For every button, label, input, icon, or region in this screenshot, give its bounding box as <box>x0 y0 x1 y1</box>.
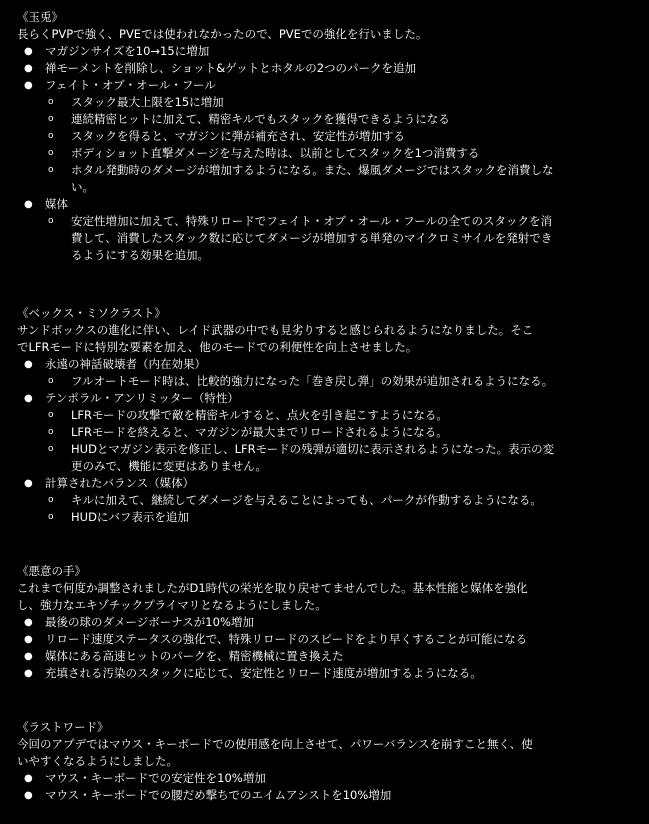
bullet-dot-icon: ● <box>24 80 33 91</box>
section-title-text: 《悪意の手》 <box>17 564 86 578</box>
list-item-text: 媒体にある高速ヒットのパークを、精密機械に置き換えた <box>45 649 344 663</box>
bullet-dot-icon: ● <box>24 393 33 404</box>
bullet-dot-icon: ● <box>24 478 33 489</box>
section-title-text: 《玉兎》 <box>17 10 63 24</box>
section-intro-text: いやすくなるようにしました。 <box>17 754 178 768</box>
sub-list-item-text: スタックを得ると、マガジンに弾が補充され、安定性が増加する <box>71 129 405 143</box>
bullet-circle-icon: o <box>48 376 54 386</box>
sub-list-item-text: HUDとマガジン表示を修正し、LFRモードの残弾が適切に表示されるようになった。表示の変 <box>71 442 555 456</box>
bullet-dot-icon: ● <box>24 651 33 662</box>
bullet-dot-icon: ● <box>24 46 33 57</box>
sub-list-item-text: ホタル発動時のダメージが増加するようになる。また、爆風ダメージではスタックを消費しな <box>71 163 554 177</box>
section-intro-text: 長らくPVPで強く、PVEでは使われなかったので、PVEでの強化を行いました。 <box>17 27 428 41</box>
bullet-dot-icon: ● <box>24 773 33 784</box>
sub-list-item-text: フルオートモード時は、比較的強力になった「巻き戻し弾」の効果が追加されるようになる。 <box>71 374 554 388</box>
section-intro-text: し、強力なエキゾチックプライマリとなるようにしました。 <box>17 598 327 612</box>
section-title-text: 《ラストワード》 <box>17 720 109 734</box>
list-item-text: 計算されたバランス（媒体） <box>45 476 195 490</box>
bullet-circle-icon: o <box>48 97 54 107</box>
sub-list-item-text: キルに加えて、継続してダメージを与えることによっても、パークが作動するようになる。 <box>71 493 542 507</box>
sub-list-item-text: 費して、消費したスタック数に応じてダメージが増加する単発のマイクロミサイルを発射でき <box>71 231 553 245</box>
list-item-text: リロード速度ステータスの強化で、特殊リロードのスピードをより早くすることが可能になる <box>45 632 528 646</box>
list-item-text: テンポラル・アンリミッター（特性） <box>45 391 239 405</box>
sub-list-item-text: スタック最大上限を15に増加 <box>71 95 224 109</box>
list-item-text: マウス・キーボードでの安定性を10%増加 <box>45 771 266 785</box>
bullet-dot-icon: ● <box>24 634 33 645</box>
list-item-text: マウス・キーボードでの腰だめ撃ちでのエイムアシストを10%増加 <box>45 788 392 802</box>
sub-list-item-text: LFRモードの攻撃で敵を精密キルすると、点火を引き起こすようになる。 <box>71 408 448 422</box>
section-intro-text: サンドボックスの進化に伴い、レイド武器の中でも見劣りすると感じられるようになりました。そこ <box>17 323 534 337</box>
list-item-text: 媒体 <box>45 197 68 211</box>
bullet-circle-icon: o <box>48 148 54 158</box>
bullet-circle-icon: o <box>48 444 54 454</box>
list-item-text: 禅モーメントを削除し、ショット&ゲットとホタルの2つのパークを追加 <box>45 61 417 75</box>
bullet-dot-icon: ● <box>24 359 33 370</box>
bullet-circle-icon: o <box>48 165 54 175</box>
bullet-dot-icon: ● <box>24 790 33 801</box>
bullet-dot-icon: ● <box>24 617 33 628</box>
bullet-circle-icon: o <box>48 131 54 141</box>
bullet-dot-icon: ● <box>24 63 33 74</box>
list-item-text: マガジンサイズを10→15に増加 <box>45 44 210 58</box>
bullet-circle-icon: o <box>48 427 54 437</box>
list-item-text: 永遠の神話破壊者（内在効果） <box>45 357 206 371</box>
list-item-text: フェイト・オブ・オール・フール <box>45 78 216 92</box>
bullet-dot-icon: ● <box>24 668 33 679</box>
bullet-dot-icon: ● <box>24 199 33 210</box>
bullet-circle-icon: o <box>48 216 54 226</box>
section-title-text: 《ベックス・ミソクラスト》 <box>17 306 166 320</box>
bullet-circle-icon: o <box>48 114 54 124</box>
list-item-text: 充填される汚染のスタックに応じて、安定性とリロード速度が増加するようになる。 <box>45 666 482 680</box>
bullet-circle-icon: o <box>48 512 54 522</box>
sub-list-item-text: 更のみで、機能に変更はありません。 <box>71 459 267 473</box>
sub-list-item-text: るようにする効果を追加。 <box>71 248 209 262</box>
section-intro-text: これまで何度か調整されましたがD1時代の栄光を取り戻せてませんでした。基本性能と媒体を強化 <box>17 581 528 595</box>
sub-list-item-text: ボディショット直撃ダメージを与えた時は、以前としてスタックを1つ消費する <box>71 146 480 160</box>
list-item-text: 最後の球のダメージボーナスが10%増加 <box>45 615 254 629</box>
sub-list-item-text: HUDにバフ表示を追加 <box>71 510 189 524</box>
sub-list-item-text: LFRモードを終えると、マガジンが最大までリロードされるようになる。 <box>71 425 448 439</box>
sub-list-item-text: 安定性増加に加えて、特殊リロードでフェイト・オブ・オール・フールの全てのスタックを消 <box>71 214 553 228</box>
bullet-circle-icon: o <box>48 410 54 420</box>
sub-list-item-text: い。 <box>71 180 94 194</box>
section-intro-text: でLFRモードに特別な要素を加え、他のモードでの利便性を向上させました。 <box>17 340 418 354</box>
sub-list-item-text: 連続精密ヒットに加えて、精密キルでもスタックを獲得できるようになる <box>71 112 450 126</box>
section-intro-text: 今回のアプデではマウス・キーボードでの使用感を向上させて、パワーバランスを崩すこと無く、使 <box>17 737 533 751</box>
bullet-circle-icon: o <box>48 495 54 505</box>
